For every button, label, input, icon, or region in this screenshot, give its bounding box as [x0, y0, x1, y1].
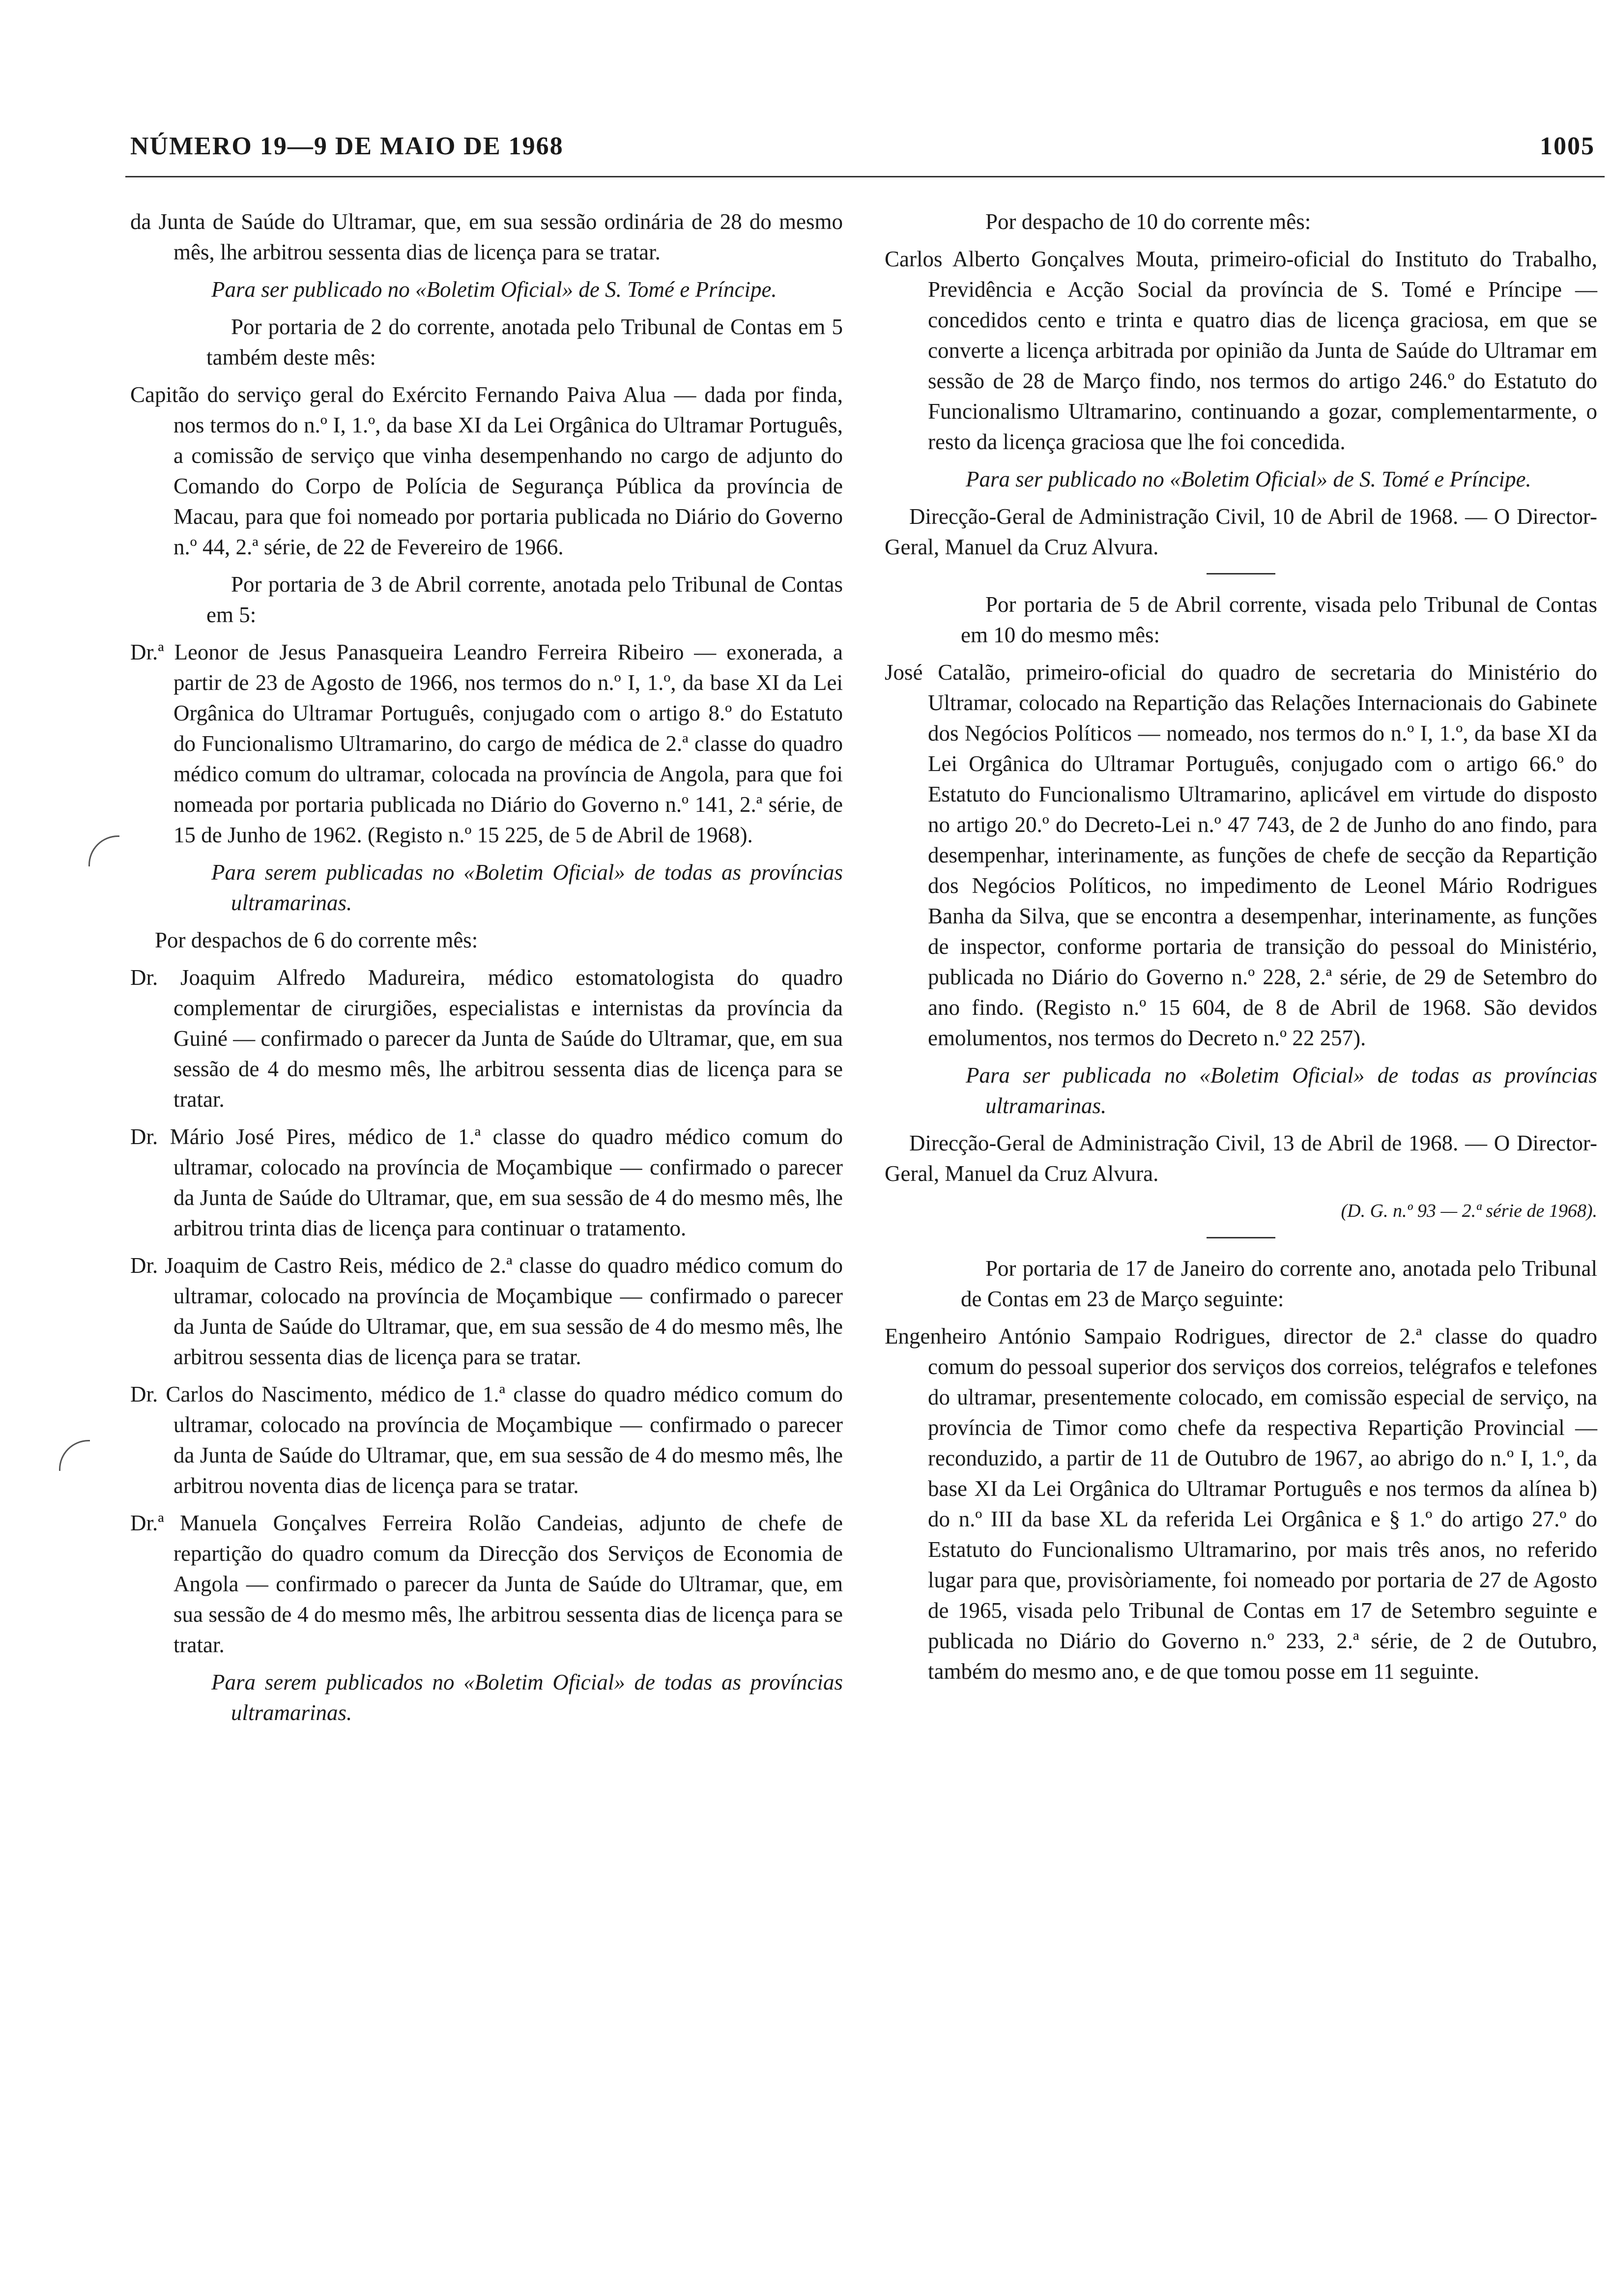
right-column: [885, 206, 1597, 1693]
margin-mark: [88, 835, 119, 866]
section-separator: [1207, 1237, 1275, 1238]
paragraph: Por portaria de 5 de Abril corrente, visada pelo Tribunal de Contas em 10 do mesmo mês:: [961, 592, 1597, 647]
issue-line: NÚMERO 19—9 DE MAIO DE 1968: [130, 132, 564, 160]
paragraph: Dr. Joaquim Alfredo Madureira, médico estomatologista do quadro complementar de cirurgiões, especialistas e internistas da província da Guiné — confirmado o parecer da Junta de Saúde do Ultramar, que, em sua sessão de 4 do mesmo mês, lhe arbitrou sessenta dias de licença para se tratar.: [130, 965, 843, 1112]
publication-note: Para ser publicado no «Boletim Oficial» de S. Tomé e Príncipe.: [966, 467, 1531, 491]
paragraph: Por despacho de 10 do corrente mês:: [985, 209, 1311, 234]
paragraph: Dr. Carlos do Nascimento, médico de 1.ª classe do quadro médico comum do ultramar, colocado na província de Moçambique — confirmado o parecer da Junta de Saúde do Ultramar, que, em sua sessão de 4 do mesmo mês, lhe arbitrou noventa dias de licença para se tratar.: [130, 1382, 843, 1498]
left-column: [130, 206, 843, 1735]
publication-note: Para ser publicado no «Boletim Oficial» de S. Tomé e Príncipe.: [211, 277, 777, 302]
reference-note: (D. G. n.º 93 — 2.ª série de 1968).: [1341, 1201, 1597, 1221]
paragraph: Carlos Alberto Gonçalves Mouta, primeiro-oficial do Instituto do Trabalho, Previdência e Acção Social da província de S. Tomé e Príncipe — concedidos cento e trinta e quatro dias de licença graciosa, em que se converte a licença arbitrada por opinião da Junta de Saúde do Ultramar em sessão de 28 de Março findo, nos termos do artigo 246.º do Estatuto do Funcionalismo Ultramarino, continuando a gozar, complementarmente, o resto da licença graciosa que lhe foi concedida.: [885, 247, 1597, 454]
margin-mark: [59, 1440, 90, 1471]
paragraph: José Catalão, primeiro-oficial do quadro de secretaria do Ministério do Ultramar, colocado na Repartição das Relações Internacionais do Gabinete dos Negócios Políticos — nomeado, nos termos do n.º I, 1.º, da base XI da Lei Orgânica do Ultramar Português, conjugado com o artigo 66.º do Estatuto do Funcionalismo Ultramarino, aplicável em virtude do disposto no artigo 20.º do Decreto-Lei n.º 47 743, de 2 de Junho do ano findo, para desempenhar, interinamente, as funções de chefe de secção da Repartição dos Negócios Políticos, no impedimento de Leonel Mário Rodrigues Banha da Silva, que se encontra a desempenhar, interinamente, as funções de inspector, conforme portaria de transição do pessoal do Ministério, publicada no Diário do Governo n.º 228, 2.ª série, de 29 de Setembro do ano findo. (Registo n.º 15 604, de 8 de Abril de 1968. São devidos emolumentos, nos termos do Decreto n.º 22 257).: [885, 660, 1597, 1050]
page-header: [130, 132, 1595, 171]
paragraph: Por portaria de 2 do corrente, anotada pelo Tribunal de Contas em 5 também deste mês:: [206, 315, 843, 370]
paragraph: Dr.ª Leonor de Jesus Panasqueira Leandro Ferreira Ribeiro — exonerada, a partir de 23 de Agosto de 1966, nos termos do n.º I, 1.º, da base XI da Lei Orgânica do Ultramar Português, conjugado com o artigo 8.º do Estatuto do Funcionalismo Ultramarino, do cargo de médica de 2.ª classe do quadro médico comum do ultramar, colocada na província de Angola, para que foi nomeada por portaria publicada no Diário do Governo n.º 141, 2.ª série, de 15 de Junho de 1962. (Registo n.º 15 225, de 5 de Abril de 1968).: [130, 640, 843, 847]
paragraph: Por portaria de 17 de Janeiro do corrente ano, anotada pelo Tribunal de Contas em 23 de Março seguinte:: [961, 1256, 1597, 1311]
publication-note: Para serem publicados no «Boletim Oficial» de todas as províncias ultramarinas.: [211, 1670, 843, 1725]
paragraph: Direcção-Geral de Administração Civil, 13 de Abril de 1968. — O Director-Geral, Manuel da Cruz Alvura.: [885, 1131, 1597, 1186]
section-separator: [1207, 573, 1275, 574]
paragraph: Engenheiro António Sampaio Rodrigues, director de 2.ª classe do quadro comum do pessoal superior dos serviços dos correios, telégrafos e telefones do ultramar, presentemente colocado, em comissão especial de serviço, na província de Timor como chefe da respectiva Repartição Provincial — reconduzido, a partir de 11 de Outubro de 1967, ao abrigo do n.º I, 1.º, da base XI da Lei Orgânica do Ultramar Português e nos termos da alínea b) do n.º III da base XL da referida Lei Orgânica e § 1.º do artigo 27.º do Estatuto do Funcionalismo Ultramarino, por mais três anos, no referido lugar para que, provisòriamente, foi nomeado por portaria de 27 de Agosto de 1965, visada pelo Tribunal de Contas em 17 de Setembro seguinte e publicada no Diário do Governo n.º 233, 2.ª série, de 2 de Outubro, também do mesmo ano, e de que tomou posse em 11 seguinte.: [885, 1324, 1597, 1684]
paragraph: Por despachos de 6 do corrente mês:: [155, 928, 478, 952]
paragraph: da Junta de Saúde do Ultramar, que, em sua sessão ordinária de 28 do mesmo mês, lhe arbitrou sessenta dias de licença para se tratar.: [130, 209, 843, 264]
page-number: 1005: [1540, 132, 1595, 160]
paragraph: Dr.ª Manuela Gonçalves Ferreira Rolão Candeias, adjunto de chefe de repartição do quadro comum da Direcção dos Serviços de Economia de Angola — confirmado o parecer da Junta de Saúde do Ultramar, que, em sua sessão de 4 do mesmo mês, lhe arbitrou sessenta dias de licença para se tratar.: [130, 1511, 843, 1657]
paragraph: Direcção-Geral de Administração Civil, 10 de Abril de 1968. — O Director-Geral, Manuel da Cruz Alvura.: [885, 504, 1597, 559]
publication-note: Para serem publicadas no «Boletim Oficial» de todas as províncias ultramarinas.: [211, 860, 843, 915]
paragraph: Capitão do serviço geral do Exército Fernando Paiva Alua — dada por finda, nos termos do n.º I, 1.º, da base XI da Lei Orgânica do Ultramar Português, a comissão de serviço que vinha desempenhando no cargo de adjunto do Comando do Corpo de Polícia de Segurança Pública da província de Macau, para que foi nomeado por portaria publicada no Diário do Governo n.º 44, 2.ª série, de 22 de Fevereiro de 1966.: [130, 382, 843, 559]
paragraph: Dr. Joaquim de Castro Reis, médico de 2.ª classe do quadro médico comum do ultramar, colocado na província de Moçambique — confirmado o parecer da Junta de Saúde do Ultramar, que, em sua sessão de 4 do mesmo mês, lhe arbitrou sessenta dias de licença para se tratar.: [130, 1253, 843, 1369]
paragraph: Dr. Mário José Pires, médico de 1.ª classe do quadro médico comum do ultramar, colocado na província de Moçambique — confirmado o parecer da Junta de Saúde do Ultramar, que, em sua sessão de 4 do mesmo mês, lhe arbitrou trinta dias de licença para continuar o tratamento.: [130, 1124, 843, 1240]
publication-note: Para ser publicada no «Boletim Oficial» de todas as províncias ultramarinas.: [966, 1063, 1597, 1118]
header-rule: [125, 176, 1605, 177]
paragraph: Por portaria de 3 de Abril corrente, anotada pelo Tribunal de Contas em 5:: [206, 572, 843, 627]
